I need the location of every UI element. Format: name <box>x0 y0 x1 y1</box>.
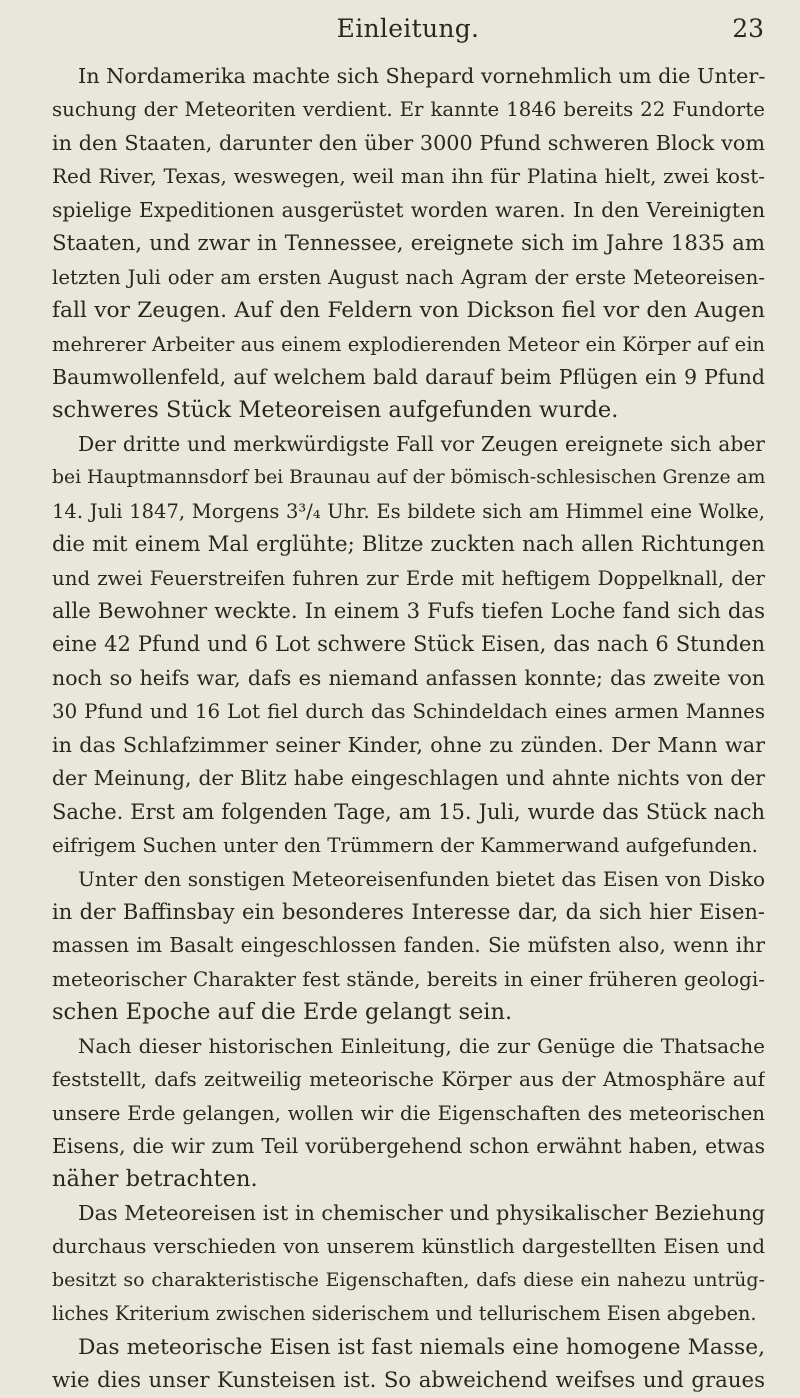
text-line: Sache. Erst am folgenden Tage, am 15. Juli, wurde das Stück nach <box>52 799 765 824</box>
text-line: näher betrachten. <box>52 1166 258 1193</box>
text-line: alle Bewohner weckte. In einem 3 Fufs tiefen Loche fand sich das <box>52 599 765 624</box>
text-line: suchung der Meteoriten verdient. Er kannte 1846 bereits 22 Fundorte <box>52 98 765 122</box>
text-line: eifrigem Suchen unter den Trümmern der Kammerwand aufgefunden. <box>52 834 758 858</box>
text-line: die mit einem Mal erglühte; Blitze zuckten nach allen Richtungen <box>52 532 765 558</box>
text-line: Das meteorische Eisen ist fast niemals eine homogene Masse, <box>78 1334 765 1360</box>
text-line: meteorischer Charakter fest stände, bereits in einer früheren geologi- <box>52 966 765 991</box>
text-line: in das Schlafzimmer seiner Kinder, ohne zu zünden. Der Mann war <box>52 732 765 757</box>
text-line: schen Epoche auf die Erde gelangt sein. <box>52 999 513 1026</box>
text-line: besitzt so charakteristische Eigenschaften, dafs diese ein nahezu untrüg- <box>52 1268 765 1291</box>
text-line: noch so heifs war, dafs es niemand anfassen konnte; das zweite von <box>52 665 765 690</box>
text-line: unsere Erde gelangen, wollen wir die Eigenschaften des meteorischen <box>52 1101 765 1125</box>
text-line: Der dritte und merkwürdigste Fall vor Zeugen ereignete sich aber <box>78 431 765 456</box>
text-line: Staaten, und zwar in Tennessee, ereignete sich im Jahre 1835 am <box>52 231 765 257</box>
text-line: massen im Basalt eingeschlossen fanden. Sie müfsten also, wenn ihr <box>52 933 765 958</box>
page-number: 23 <box>732 14 764 43</box>
text-line: schweres Stück Meteoreisen aufgefunden wurde. <box>52 397 619 424</box>
text-line: Nach dieser historischen Einleitung, die zur Genüge die Thatsache <box>78 1033 765 1058</box>
text-line: feststellt, dafs zeitweilig meteorische Körper aus der Atmosphäre auf <box>52 1067 765 1092</box>
text-line: wie dies unser Kunsteisen ist. So abweichend weifses und graues <box>52 1368 765 1394</box>
text-line: bei Hauptmannsdorf bei Braunau auf der bömisch-schlesischen Grenze am <box>52 467 765 489</box>
text-line: In Nordamerika machte sich Shepard vornehmlich um die Unter- <box>78 64 765 88</box>
text-line: in den Staaten, darunter den über 3000 Pfund schweren Block vom <box>52 130 765 155</box>
text-line: durchaus verschieden von unserem künstlich dargestellten Eisen und <box>52 1234 765 1259</box>
text-line: 14. Juli 1847, Morgens 3³/₄ Uhr. Es bildete sich am Himmel eine Wolke, <box>52 499 765 523</box>
text-line: Unter den sonstigen Meteoreisenfunden bietet das Eisen von Disko <box>78 866 765 891</box>
text-line: der Meinung, der Blitz habe eingeschlagen und ahnte nichts von der <box>52 766 765 791</box>
text-line: in der Baffinsbay ein besonderes Interesse dar, da sich hier Eisen- <box>52 899 765 924</box>
text-line: Das Meteoreisen ist in chemischer und physikalischer Beziehung <box>78 1200 765 1225</box>
text-line: liches Kriterium zwischen siderischem und tellurischem Eisen abgeben. <box>52 1302 757 1326</box>
text-line: fall vor Zeugen. Auf den Feldern von Dickson fiel vor den Augen <box>52 298 765 324</box>
text-line: mehrerer Arbeiter aus einem explodierenden Meteor ein Körper auf ein <box>52 332 765 356</box>
text-line: Eisens, die wir zum Teil vorübergehend schon erwähnt haben, etwas <box>52 1134 765 1158</box>
text-line: letzten Juli oder am ersten August nach Agram der erste Meteoreisen- <box>52 265 765 289</box>
text-line: 30 Pfund und 16 Lot fiel durch das Schindeldach eines armen Mannes <box>52 700 765 724</box>
text-line: eine 42 Pfund und 6 Lot schwere Stück Eisen, das nach 6 Stunden <box>52 632 765 657</box>
text-line: Red River, Texas, weswegen, weil man ihn für Platina hielt, zwei kost- <box>52 164 765 189</box>
text-line: Baumwollenfeld, auf welchem bald darauf beim Pflügen ein 9 Pfund <box>52 364 765 389</box>
body-text <box>52 60 765 1398</box>
text-line: spielige Expeditionen ausgerüstet worden waren. In den Vereinigten <box>52 197 765 222</box>
running-title: Einleitung. <box>336 14 480 43</box>
page-header <box>52 14 764 50</box>
text-line: und zwei Feuerstreifen fuhren zur Erde mit heftigem Doppelknall, der <box>52 566 765 590</box>
